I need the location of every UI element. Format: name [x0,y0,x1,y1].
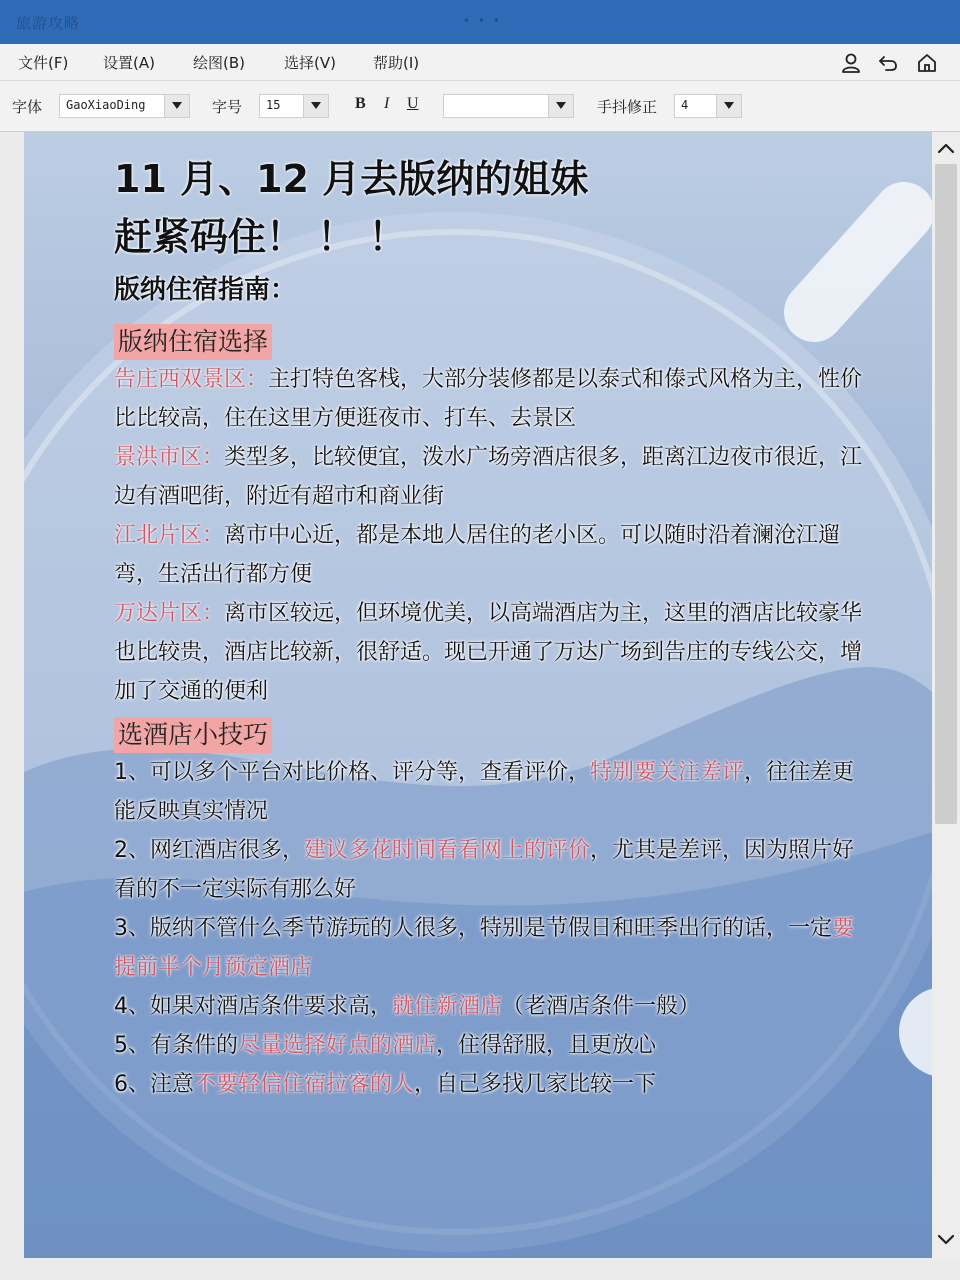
title-bar [0,0,960,44]
title-line-1: 11 月、12 月去版纳的姐妹 [114,157,589,201]
stabilizer-label: 手抖修正 [597,98,658,116]
tip-text: 4、如果对酒店条件要求高， [114,994,392,1019]
size-label: 字号 [212,98,243,116]
area-item [114,594,874,711]
menu-help[interactable]: 帮助(I) [373,54,420,72]
area-colon: ： [202,445,225,470]
user-icon[interactable] [840,52,862,74]
menu-file[interactable]: 文件(F) [18,54,69,72]
tip-text: ，尤其是差评，因为照片好看的不一定实际有那么好 [114,838,855,902]
tip-text: 6、注意 [114,1072,194,1097]
menu-bar [0,44,960,81]
tip-text: 5、有条件的 [114,1033,238,1058]
stabilizer-value: 4 [681,98,689,112]
title-line-2: 赶紧码住！ ！ ！ [114,215,407,259]
tip-item [114,1026,874,1065]
area-item [114,360,874,438]
area-name: 江北片区 [114,523,203,548]
format-toolbar [0,81,960,132]
tip-item [114,831,874,909]
font-select[interactable] [59,94,190,118]
tip-highlight: 不要轻信住宿拉客的人 [194,1072,415,1097]
stabilizer-select[interactable] [674,94,742,118]
document-canvas[interactable] [24,132,932,1258]
tip-item [114,753,874,831]
size-value: 15 [266,98,281,112]
menu-draw[interactable]: 绘图(B) [193,54,245,72]
bottom-bar [0,1258,960,1280]
subtitle: 版纳住宿指南： [114,275,297,305]
area-name: 景洪市区 [114,445,203,470]
tip-highlight: 建议多花时间看看网上的评价 [304,838,591,863]
area-description: 离市中心近，都是本地人居住的老小区。可以随时沿着澜沧江遛弯，生活出行都方便 [114,523,841,587]
area-description: 主打特色客栈，大部分装修都是以泰式和傣式风格为主，性价比比较高，住在这里方便逛夜市、打车、去景区 [114,367,863,431]
color-select[interactable] [443,94,574,118]
tip-text: ，自己多找几家比较一下 [414,1072,657,1097]
size-select[interactable] [259,94,329,118]
scroll-thumb[interactable] [935,164,957,824]
tip-highlight: 尽量选择好点的酒店 [238,1033,437,1058]
chevron-down-icon[interactable] [303,95,328,117]
tip-text: 2、网红酒店很多， [114,838,304,863]
area-item [114,516,874,594]
area-colon: ： [202,601,225,626]
home-icon[interactable] [916,52,938,74]
window-title: 旅游攻略 [16,14,81,32]
chevron-down-icon[interactable] [932,1226,960,1254]
area-name: 告庄西双景区 [114,367,247,392]
tip-text: ，住得舒服，且更放心 [436,1033,657,1058]
font-value: GaoXiaoDing [66,98,146,112]
tip-text: 3、版纳不管什么季节游玩的人很多，特别是节假日和旺季出行的话，一定 [114,916,832,941]
area-description: 离市区较远，但环境优美，以高端酒店为主，这里的酒店比较豪华也比较贵，酒店比较新，很舒适。现已开通了万达广场到告庄的专线公交，增加了交通的便利 [114,601,863,704]
tip-text: 1、可以多个平台对比价格、评分等，查看评价， [114,760,590,785]
tip-highlight: 就住新酒店 [392,994,503,1019]
vertical-scrollbar[interactable] [932,132,960,1258]
tip-text: （老酒店条件一般） [502,994,701,1019]
chevron-down-icon[interactable] [716,95,741,117]
area-colon: ： [202,523,225,548]
undo-icon[interactable] [877,52,899,74]
tip-item [114,909,874,987]
tip-text: ，往往差更能反映真实情况 [114,760,855,824]
section-tag-accommodation: 版纳住宿选择 [114,324,272,360]
underline-button[interactable]: U [407,95,419,112]
bold-button[interactable]: B [355,95,366,112]
tip-item [114,1065,874,1104]
menu-select[interactable]: 选择(V) [284,54,336,72]
area-colon: ： [246,367,269,392]
window-dots: • • • [463,14,502,28]
area-description: 类型多，比较便宜，泼水广场旁酒店很多，距离江边夜市很近，江边有酒吧街，附近有超市和商业街 [114,445,863,509]
font-label: 字体 [12,98,43,116]
tip-item [114,987,874,1026]
chevron-down-icon[interactable] [548,95,573,117]
area-name: 万达片区 [114,601,203,626]
chevron-down-icon[interactable] [164,95,189,117]
tip-highlight: 特别要关注差评 [590,760,745,785]
chevron-up-icon[interactable] [932,134,960,162]
area-item [114,438,874,516]
post-content [114,150,874,1104]
italic-button[interactable]: I [384,95,390,112]
section-tag-tips: 选酒店小技巧 [114,717,272,753]
tip-highlight: 要提前半个月预定酒店 [114,916,855,980]
menu-settings[interactable]: 设置(A) [103,54,155,72]
